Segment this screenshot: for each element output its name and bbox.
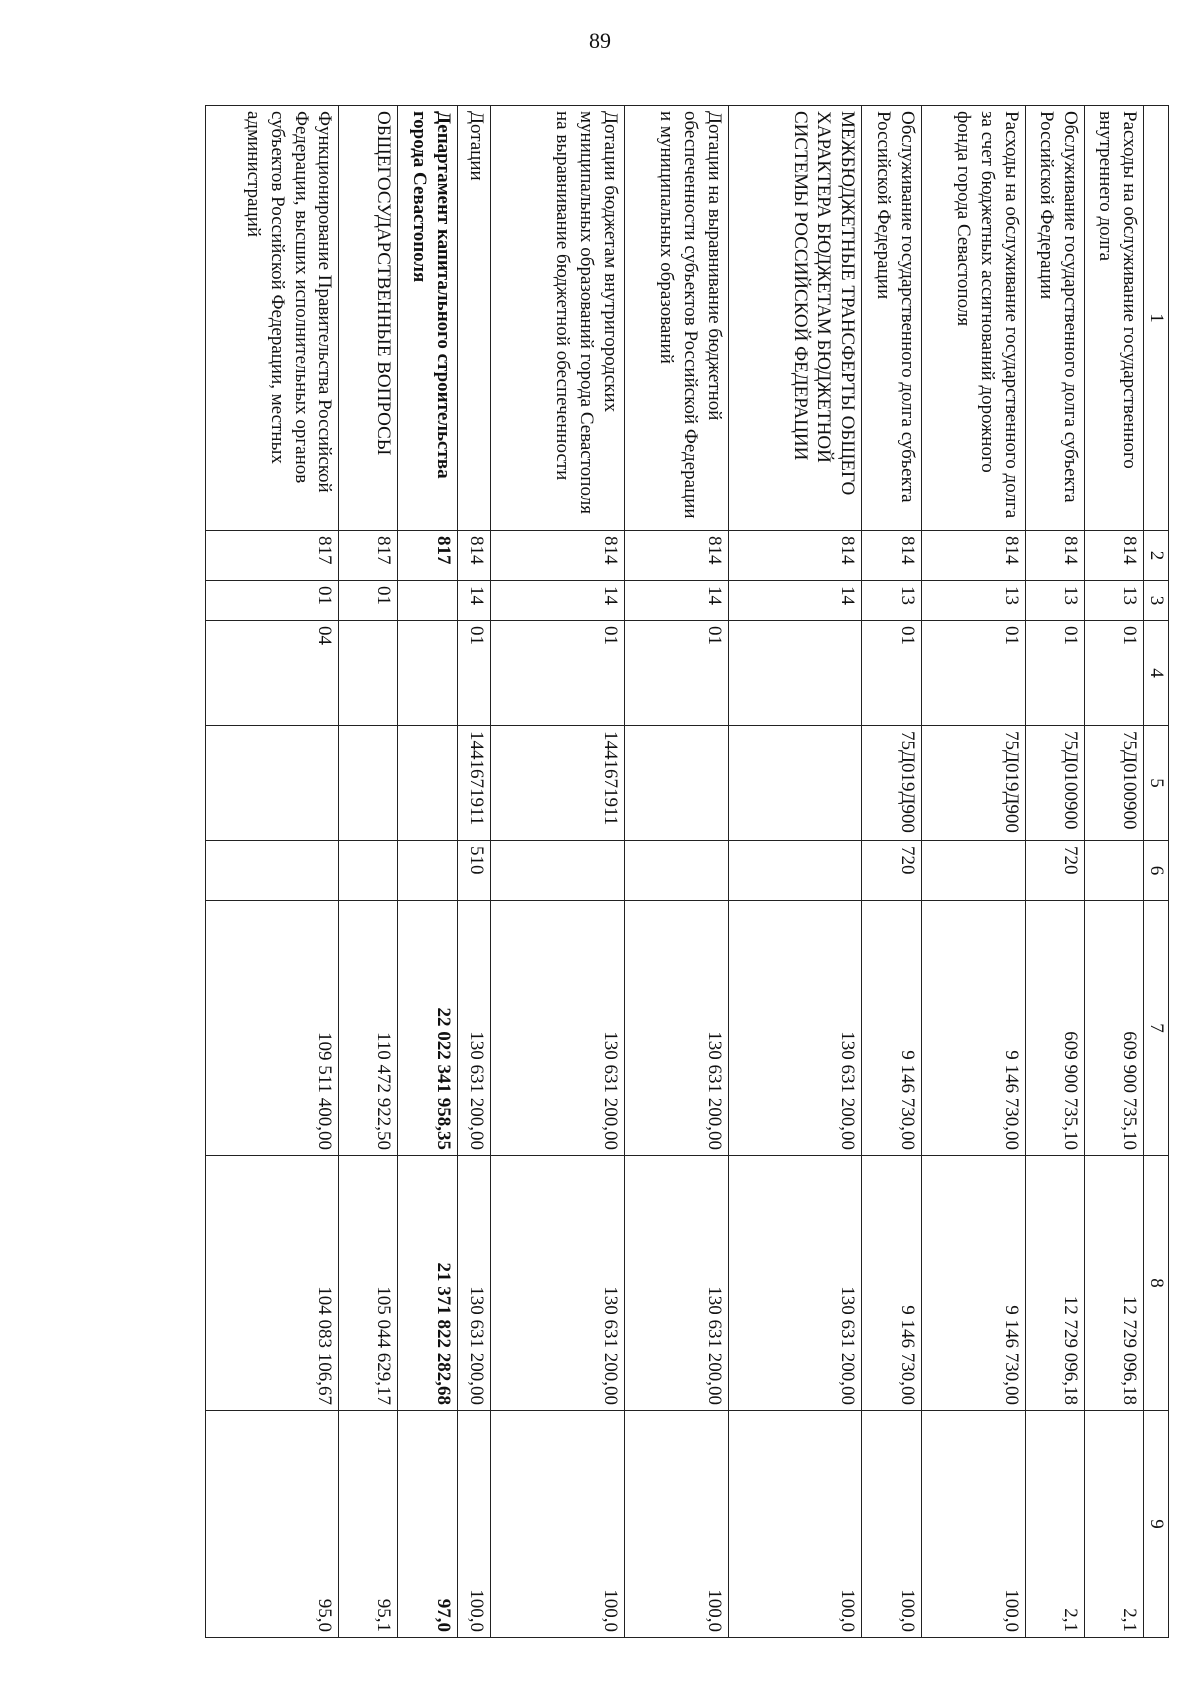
section-code-cell: 14 — [728, 581, 861, 621]
chapter-code-cell: 814 — [491, 531, 624, 581]
column-number-6: 6 — [1144, 841, 1169, 901]
column-number-9: 9 — [1144, 1411, 1169, 1638]
percent-cell: 2,1 — [1084, 1411, 1143, 1638]
actual-amount-cell: 12 729 096,18 — [1084, 1156, 1143, 1411]
column-number-5: 5 — [1144, 726, 1169, 841]
section-code-cell: 14 — [457, 581, 491, 621]
percent-cell: 2,1 — [1025, 1411, 1084, 1638]
table-row — [624, 106, 728, 1638]
target-article-cell: 75Д0100900 — [1025, 726, 1084, 841]
table-row — [921, 106, 1025, 1638]
expense-type-cell — [398, 841, 457, 901]
target-article-cell — [398, 726, 457, 841]
column-number-4: 4 — [1144, 621, 1169, 726]
subsection-code-cell — [339, 621, 398, 726]
percent-cell: 100,0 — [624, 1411, 728, 1638]
expense-type-cell: 510 — [457, 841, 491, 901]
chapter-code-cell: 817 — [206, 531, 339, 581]
planned-amount-cell: 130 631 200,00 — [728, 901, 861, 1156]
percent-cell: 100,0 — [457, 1411, 491, 1638]
percent-cell: 100,0 — [728, 1411, 861, 1638]
section-code-cell: 13 — [1084, 581, 1143, 621]
chapter-code-cell: 814 — [624, 531, 728, 581]
actual-amount-cell: 130 631 200,00 — [491, 1156, 624, 1411]
section-code-cell: 13 — [1025, 581, 1084, 621]
planned-amount-cell: 9 146 730,00 — [921, 901, 1025, 1156]
expense-type-cell — [339, 841, 398, 901]
subsection-code-cell: 04 — [206, 621, 339, 726]
table-row — [206, 106, 339, 1638]
table-wrapper — [205, 105, 1169, 1637]
subsection-code-cell: 01 — [457, 621, 491, 726]
row-name-cell: МЕЖБЮДЖЕТНЫЕ ТРАНСФЕРТЫ ОБЩЕГО ХАРАКТЕРА БЮДЖЕТАМ БЮДЖЕТНОЙ СИСТЕМЫ РОССИЙСКОЙ ФЕДЕРАЦИИ — [728, 106, 861, 531]
planned-amount-cell: 130 631 200,00 — [624, 901, 728, 1156]
table-row — [728, 106, 861, 1638]
target-article-cell — [206, 726, 339, 841]
column-number-1: 1 — [1144, 106, 1169, 531]
actual-amount-cell: 104 083 106,67 — [206, 1156, 339, 1411]
planned-amount-cell: 130 631 200,00 — [457, 901, 491, 1156]
target-article-cell: 75Д0100900 — [1084, 726, 1143, 841]
target-article-cell: 1441671911 — [491, 726, 624, 841]
percent-cell: 100,0 — [491, 1411, 624, 1638]
subsection-code-cell: 01 — [1025, 621, 1084, 726]
subsection-code-cell: 01 — [862, 621, 921, 726]
row-name-cell: Обслуживание государственного долга субъекта Российской Федерации — [862, 106, 921, 531]
subsection-code-cell: 01 — [921, 621, 1025, 726]
actual-amount-cell: 130 631 200,00 — [728, 1156, 861, 1411]
expense-type-cell — [206, 841, 339, 901]
subsection-code-cell — [398, 621, 457, 726]
row-name-cell: Дотации — [457, 106, 491, 531]
actual-amount-cell: 105 044 629,17 — [339, 1156, 398, 1411]
row-name-cell: Дотации на выравнивание бюджетной обеспеченности субъектов Российской Федерации и муниципальных образований — [624, 106, 728, 531]
section-code-cell — [398, 581, 457, 621]
planned-amount-cell: 130 631 200,00 — [491, 901, 624, 1156]
row-name-cell: Функционирование Правительства Российской Федерации, высших исполнительных органов субъектов Российской Федерации, местных администраций — [206, 106, 339, 531]
target-article-cell — [624, 726, 728, 841]
planned-amount-cell: 22 022 341 958,35 — [398, 901, 457, 1156]
expense-type-cell — [921, 841, 1025, 901]
actual-amount-cell: 21 371 822 282,68 — [398, 1156, 457, 1411]
expense-type-cell: 720 — [862, 841, 921, 901]
actual-amount-cell: 9 146 730,00 — [921, 1156, 1025, 1411]
planned-amount-cell: 609 900 735,10 — [1084, 901, 1143, 1156]
target-article-cell: 75Д019Д900 — [921, 726, 1025, 841]
table-row — [491, 106, 624, 1638]
section-code-cell: 14 — [624, 581, 728, 621]
chapter-code-cell: 817 — [398, 531, 457, 581]
row-name-cell: ОБЩЕГОСУДАРСТВЕННЫЕ ВОПРОСЫ — [339, 106, 398, 531]
row-name-cell: Расходы на обслуживание государственного долга за счет бюджетных ассигнований дорожного фонда города Севастополя — [921, 106, 1025, 531]
column-number-row — [1144, 106, 1169, 1638]
column-number-8: 8 — [1144, 1156, 1169, 1411]
percent-cell: 97,0 — [398, 1411, 457, 1638]
actual-amount-cell: 12 729 096,18 — [1025, 1156, 1084, 1411]
percent-cell: 100,0 — [862, 1411, 921, 1638]
percent-cell: 100,0 — [921, 1411, 1025, 1638]
row-name-cell: Расходы на обслуживание государственного внутреннего долга — [1084, 106, 1143, 531]
column-number-2: 2 — [1144, 531, 1169, 581]
table-row — [339, 106, 398, 1638]
planned-amount-cell: 609 900 735,10 — [1025, 901, 1084, 1156]
actual-amount-cell: 9 146 730,00 — [862, 1156, 921, 1411]
table-row — [1084, 106, 1143, 1638]
target-article-cell — [728, 726, 861, 841]
target-article-cell: 75Д019Д900 — [862, 726, 921, 841]
section-code-cell: 01 — [339, 581, 398, 621]
section-code-cell: 13 — [862, 581, 921, 621]
column-number-7: 7 — [1144, 901, 1169, 1156]
planned-amount-cell: 110 472 922,50 — [339, 901, 398, 1156]
actual-amount-cell: 130 631 200,00 — [624, 1156, 728, 1411]
chapter-code-cell: 814 — [728, 531, 861, 581]
subsection-code-cell: 01 — [624, 621, 728, 726]
table-row — [1025, 106, 1084, 1638]
chapter-code-cell: 814 — [862, 531, 921, 581]
row-name-cell: Дотации бюджетам внутригородских муниципальных образований города Севастополя на выравнивание бюджетной обеспеченности — [491, 106, 624, 531]
chapter-code-cell: 814 — [921, 531, 1025, 581]
chapter-code-cell: 814 — [457, 531, 491, 581]
page-number: 89 — [589, 28, 611, 53]
expense-type-cell: 720 — [1025, 841, 1084, 901]
table-row — [457, 106, 491, 1638]
target-article-cell — [339, 726, 398, 841]
percent-cell: 95,0 — [206, 1411, 339, 1638]
section-code-cell: 14 — [491, 581, 624, 621]
expense-type-cell — [1084, 841, 1143, 901]
chapter-code-cell: 814 — [1084, 531, 1143, 581]
row-name-cell: Обслуживание государственного долга субъекта Российской Федерации — [1025, 106, 1084, 531]
expense-type-cell — [491, 841, 624, 901]
column-number-3: 3 — [1144, 581, 1169, 621]
subsection-code-cell: 01 — [1084, 621, 1143, 726]
expense-type-cell — [624, 841, 728, 901]
chapter-code-cell: 814 — [1025, 531, 1084, 581]
row-name-cell: Департамент капитального строительства города Севастополя — [398, 106, 457, 531]
table-row — [862, 106, 921, 1638]
percent-cell: 95,1 — [339, 1411, 398, 1638]
chapter-code-cell: 817 — [339, 531, 398, 581]
subsection-code-cell: 01 — [491, 621, 624, 726]
subsection-code-cell — [728, 621, 861, 726]
target-article-cell: 1441671911 — [457, 726, 491, 841]
table-row — [398, 106, 457, 1638]
planned-amount-cell: 109 511 400,00 — [206, 901, 339, 1156]
expense-type-cell — [728, 841, 861, 901]
actual-amount-cell: 130 631 200,00 — [457, 1156, 491, 1411]
section-code-cell: 01 — [206, 581, 339, 621]
budget-table — [205, 105, 1169, 1638]
section-code-cell: 13 — [921, 581, 1025, 621]
planned-amount-cell: 9 146 730,00 — [862, 901, 921, 1156]
